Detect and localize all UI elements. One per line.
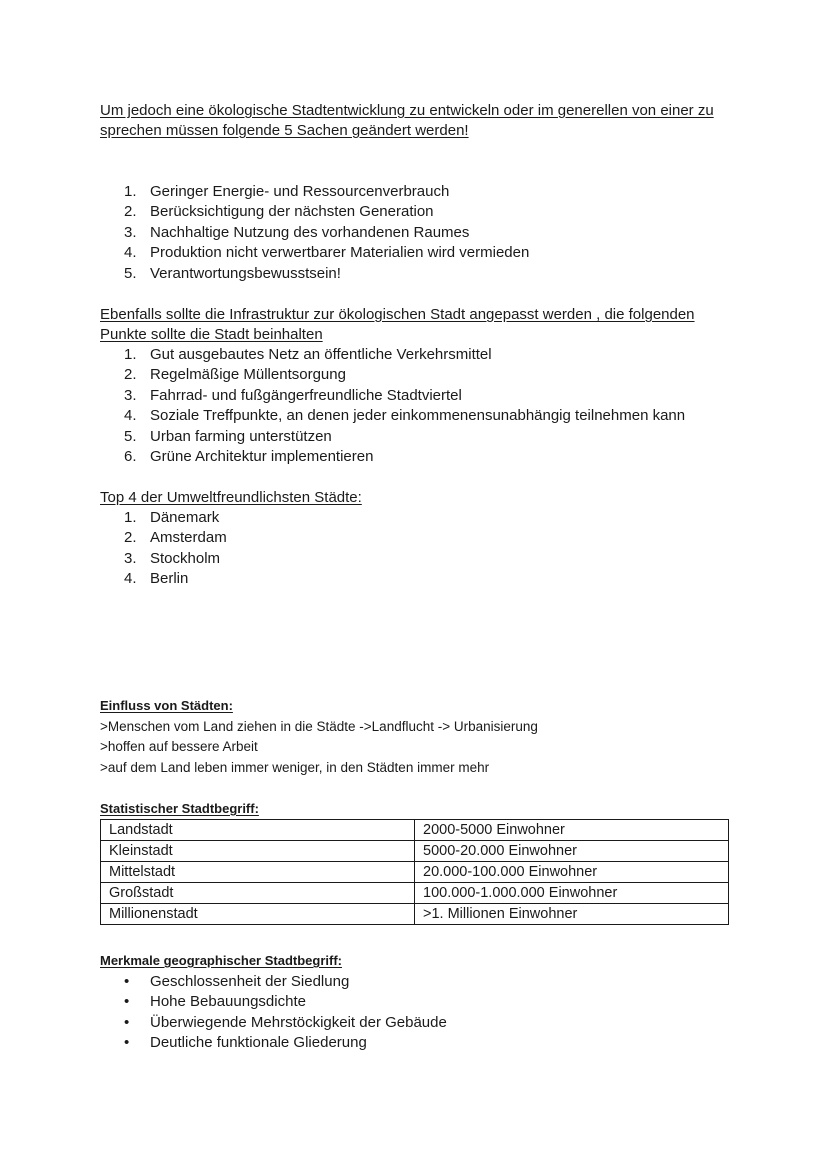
list-item: 2. Amsterdam bbox=[124, 529, 227, 547]
top-cities-heading: Top 4 der Umweltfreundlichsten Städte: bbox=[100, 489, 362, 506]
bullet-icon: • bbox=[124, 1013, 130, 1031]
table-row bbox=[101, 862, 729, 883]
list-item: 4. Produktion nicht verwertbarer Materialien wird vermieden bbox=[124, 244, 530, 262]
table-row bbox=[101, 841, 729, 862]
population-range-cell: 2000-5000 Einwohner bbox=[415, 820, 729, 841]
bullet-icon: • bbox=[124, 993, 130, 1011]
city-type-cell: Kleinstadt bbox=[101, 841, 415, 862]
list-item: 1. Gut ausgebautes Netz an öffentliche Verkehrsmittel bbox=[124, 346, 492, 363]
list-item: 1. Geringer Energie- und Ressourcenverbrauch bbox=[124, 183, 450, 200]
intro-heading: Um jedoch eine ökologische Stadtentwicklung zu entwickeln oder im generellen von einer zu sprechen müssen folgende 5 Sachen geändert werden! bbox=[100, 102, 714, 139]
city-type-cell: Landstadt bbox=[101, 820, 415, 841]
list-item: 2. Regelmäßige Müllentsorgung bbox=[124, 366, 346, 384]
geographic-heading: Merkmale geographischer Stadtbegriff: bbox=[100, 953, 342, 968]
infrastructure-list bbox=[100, 345, 685, 467]
list-item: • Hohe Bebauungsdichte bbox=[100, 992, 447, 1012]
list-item: • Geschlossenheit der Siedlung bbox=[100, 972, 447, 992]
geographic-list bbox=[100, 972, 447, 1054]
population-range-cell: >1. Millionen Einwohner bbox=[415, 904, 729, 925]
influence-line: >hoffen auf bessere Arbeit bbox=[100, 739, 258, 754]
table-row bbox=[101, 883, 729, 904]
city-type-cell: Millionenstadt bbox=[101, 904, 415, 925]
list-item: • Deutliche funktionale Gliederung bbox=[100, 1033, 447, 1053]
population-range-cell: 20.000-100.000 Einwohner bbox=[415, 862, 729, 883]
list-item: 4. Berlin bbox=[124, 570, 189, 588]
list-item: 2. Berücksichtigung der nächsten Generation bbox=[124, 203, 434, 221]
infrastructure-heading: Ebenfalls sollte die Infrastruktur zur ökologischen Stadt angepasst werden , die folgenden Punkte sollte die Stadt beinhalten bbox=[100, 306, 695, 343]
city-type-cell: Mittelstadt bbox=[101, 862, 415, 883]
city-type-cell: Großstadt bbox=[101, 883, 415, 904]
bullet-icon: • bbox=[124, 1034, 130, 1052]
list-item: 5. Verantwortungsbewusstsein! bbox=[124, 264, 341, 282]
population-range-cell: 100.000-1.000.000 Einwohner bbox=[415, 883, 729, 904]
list-item: • Überwiegende Mehrstöckigkeit der Gebäude bbox=[100, 1013, 447, 1033]
table-row bbox=[101, 904, 729, 925]
table-row bbox=[101, 820, 729, 841]
changes-list bbox=[100, 182, 529, 284]
influence-heading: Einfluss von Städten: bbox=[100, 698, 233, 713]
list-item: 1. Dänemark bbox=[124, 509, 220, 526]
list-item: 4. Soziale Treffpunkte, an denen jeder einkommenensunabhängig teilnehmen kann bbox=[124, 407, 686, 425]
influence-line: >Menschen vom Land ziehen in die Städte ->Landflucht -> Urbanisierung bbox=[100, 719, 538, 734]
bullet-icon: • bbox=[124, 973, 130, 990]
statistical-heading: Statistischer Stadtbegriff: bbox=[100, 801, 259, 816]
list-item: 3. Fahrrad- und fußgängerfreundliche Stadtviertel bbox=[124, 386, 462, 404]
list-item: 3. Stockholm bbox=[124, 549, 221, 567]
list-item: 3. Nachhaltige Nutzung des vorhandenen Raumes bbox=[124, 223, 470, 241]
statistical-table bbox=[100, 819, 729, 925]
top-cities-list bbox=[100, 508, 227, 590]
list-item: 5. Urban farming unterstützen bbox=[124, 427, 332, 445]
influence-line: >auf dem Land leben immer weniger, in den Städten immer mehr bbox=[100, 760, 490, 775]
list-item: 6. Grüne Architektur implementieren bbox=[124, 448, 374, 466]
population-range-cell: 5000-20.000 Einwohner bbox=[415, 841, 729, 862]
